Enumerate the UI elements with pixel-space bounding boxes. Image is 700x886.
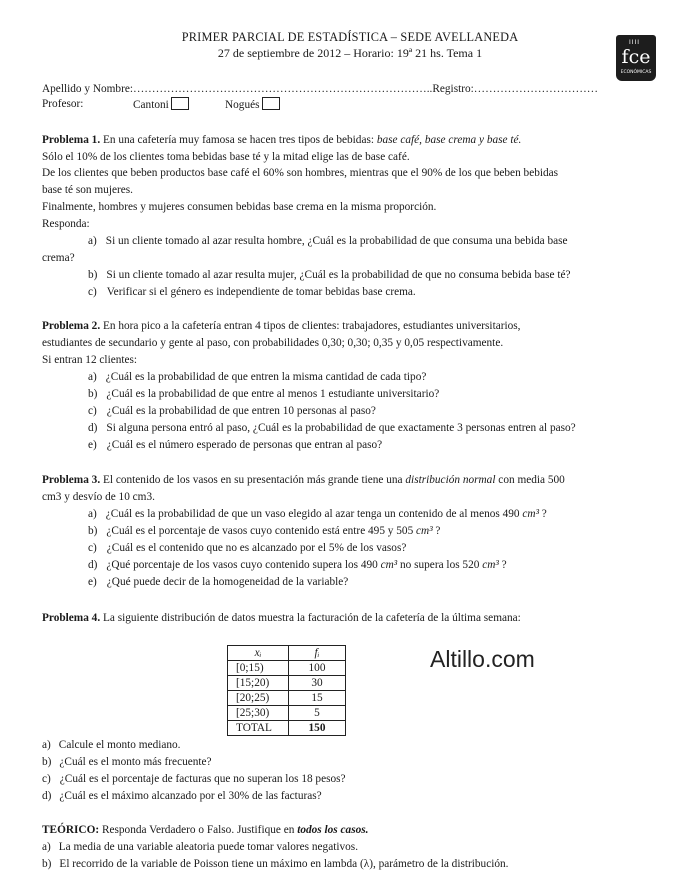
item-label: d) [42, 790, 52, 802]
item-text: Si alguna persona entró al paso, ¿Cuál es la probabilidad de que exactamente 3 personas entren al paso? [106, 422, 576, 434]
unit: cm³ [380, 559, 398, 571]
p3-item-c [88, 541, 406, 556]
p1-intro [42, 133, 521, 148]
p1-intro-italic: base café, base crema y base té. [376, 134, 522, 146]
cantoni-checkbox[interactable] [171, 97, 189, 110]
p2-item-c [88, 404, 376, 419]
p1-line2: Sólo el 10% de los clientes toma bebidas base té y la mitad elige las de base café. [42, 151, 410, 163]
p2-title: Problema 2. [42, 320, 101, 332]
p1-item-a-cont: crema? [42, 252, 75, 264]
p3-intro-italic: distribución normal [405, 474, 496, 486]
item-label: d) [88, 559, 98, 571]
cantoni-label: Cantoni [133, 99, 169, 111]
item-text: ¿Qué puede decir de la homogeneidad de la variable? [106, 576, 349, 588]
table-row [228, 691, 346, 706]
p2-item-a [88, 370, 426, 385]
p2-item-b [88, 387, 439, 402]
item-label: d) [88, 422, 98, 434]
table-row [228, 661, 346, 676]
logo-subtext: ECONÓMICAS [620, 70, 652, 75]
item-label: a) [88, 371, 97, 383]
item-end: ? [498, 559, 507, 571]
exam-subtitle: 27 de septiembre de 2012 – Horario: 19ª 21 hs. Tema 1 [217, 46, 483, 60]
exam-title: PRIMER PARCIAL DE ESTADÍSTICA – SEDE AVELLANEDA [181, 30, 519, 44]
table-header-row [228, 646, 346, 661]
item-text: ¿Cuál es el monto más frecuente? [59, 756, 212, 768]
table-cell-f: 30 [289, 676, 346, 691]
table-cell-f: 15 [289, 691, 346, 706]
table-cell-x: [15;20) [228, 676, 289, 691]
p2-line3: Si entran 12 clientes: [42, 354, 138, 366]
item-label: e) [88, 439, 97, 451]
p3-item-e [88, 575, 348, 590]
p3-item-d [88, 558, 507, 573]
p4-item-d [42, 789, 322, 804]
header-fi [289, 646, 346, 661]
p1-line4: base té son mujeres. [42, 184, 133, 196]
p4-item-b [42, 755, 212, 770]
item-label: c) [88, 405, 97, 417]
logo-text: fce [621, 46, 651, 68]
item-text: ¿Qué porcentaje de los vasos cuyo contenido supera los 490 [106, 559, 381, 571]
watermark: Altillo.com [430, 646, 535, 672]
p3-intro-text-end: con media 500 [495, 474, 565, 486]
table-total-row [228, 721, 346, 736]
unit: cm³ [522, 508, 539, 520]
p1-item-a [88, 234, 568, 249]
p1-line6: Responda: [42, 218, 90, 230]
table-cell-x: [20;25) [228, 691, 289, 706]
header-fi-text: fᵢ [314, 647, 320, 659]
header-xi [228, 646, 289, 661]
item-label: b) [42, 858, 52, 870]
professor-label: Profesor: [42, 98, 84, 110]
teorico-item-a [42, 840, 358, 855]
unit: cm³ [416, 525, 433, 537]
item-text: ¿Cuál es el máximo alcanzado por el 30% de las facturas? [59, 790, 322, 802]
p4-title: Problema 4. [42, 612, 101, 624]
p2-item-e [88, 438, 382, 453]
item-label: a) [42, 841, 51, 853]
p3-line2: cm3 y desvío de 10 cm3. [42, 491, 155, 503]
professor-option-cantoni [133, 97, 189, 113]
teorico-item-b [42, 857, 508, 872]
total-label: TOTAL [228, 721, 289, 736]
item-label: a) [42, 739, 51, 751]
item-text: ¿Cuál es el porcentaje de facturas que no superan los 18 pesos? [59, 773, 346, 785]
item-label: b) [88, 269, 98, 281]
item-label: a) [88, 235, 97, 247]
p1-item-c [88, 285, 416, 300]
p4-intro [42, 611, 521, 626]
p2-intro-text: En hora pico a la cafetería entran 4 tipos de clientes: trabajadores, estudiantes universitarios, [100, 320, 521, 332]
item-label: b) [88, 525, 98, 537]
item-label: e) [88, 576, 97, 588]
p3-item-a [88, 507, 547, 522]
teorico-title: TEÓRICO: [42, 824, 100, 836]
p1-line3: De los clientes que beben productos base café el 60% son hombres, mientras que el 90% de los que beben bebidas [42, 167, 559, 179]
p3-title: Problema 3. [42, 474, 101, 486]
p1-line5: Finalmente, hombres y mujeres consumen bebidas base crema en la misma proporción. [42, 201, 437, 213]
item-text: ¿Cuál es la probabilidad de que entren 10 personas al paso? [106, 405, 376, 417]
p3-intro [42, 473, 565, 488]
distribution-table [227, 645, 346, 736]
p4-item-c [42, 772, 346, 787]
professor-row [42, 97, 260, 112]
item-text: ¿Cuál es el contenido que no es alcanzado por el 5% de los vasos? [106, 542, 407, 554]
header-xi-text: xᵢ [254, 647, 262, 659]
item-text: Calcule el monto mediano. [58, 739, 181, 751]
item-text: Si un cliente tomado al azar resulta mujer, ¿Cuál es la probabilidad de que no consuma bebida base té? [106, 269, 571, 281]
item-end: ? [538, 508, 547, 520]
item-end: ? [432, 525, 441, 537]
table-cell-f: 100 [289, 661, 346, 676]
table-row [228, 706, 346, 721]
item-text: Verificar si el género es independiente de tomar bebidas base crema. [106, 286, 416, 298]
item-text: Si un cliente tomado al azar resulta hombre, ¿Cuál es la probabilidad de que consuma una bebida base [105, 235, 568, 247]
teorico-intro [42, 823, 368, 838]
unit: cm³ [482, 559, 499, 571]
item-text: El recorrido de la variable de Poisson tiene un máximo en lambda (λ), parámetro de la distribución. [59, 858, 509, 870]
item-text: ¿Cuál es el porcentaje de vasos cuyo contenido está entre 495 y 505 [106, 525, 417, 537]
p4-intro-text: La siguiente distribución de datos muestra la facturación de la cafetería de la última semana: [100, 612, 521, 624]
item-text: ¿Cuál es la probabilidad de que entre al menos 1 estudiante universitario? [106, 388, 440, 400]
teorico-intro-emph: todos los casos. [297, 824, 369, 836]
table-cell-x: [0;15) [228, 661, 289, 676]
item-label: b) [88, 388, 98, 400]
p3-item-b [88, 524, 440, 539]
fce-logo [616, 35, 656, 81]
item-label: c) [88, 286, 97, 298]
item-label: c) [88, 542, 97, 554]
item-label: a) [88, 508, 97, 520]
item-text-mid: no supera los 520 [397, 559, 483, 571]
name-registro-line: Apellido y Nombre:……………………………………………………………………..Registro:…………………………… [42, 83, 599, 95]
p1-title: Problema 1. [42, 134, 101, 146]
teorico-intro-text: Responda Verdadero o Falso. Justifique en [99, 824, 298, 836]
total-value: 150 [289, 721, 346, 736]
logo-columns: IIII [629, 39, 641, 46]
p3-intro-text: El contenido de los vasos en su presentación más grande tiene una [100, 474, 406, 486]
p1-item-b [88, 268, 571, 283]
p2-line2: estudiantes de secundario y gente al paso, con probabilidades 0,30; 0,30; 0,35 y 0,05 respectivamente. [42, 337, 504, 349]
p2-intro [42, 319, 521, 334]
p1-intro-text: En una cafetería muy famosa se hacen tres tipos de bebidas: [100, 134, 377, 146]
item-text: ¿Cuál es la probabilidad de que entren la misma cantidad de cada tipo? [105, 371, 427, 383]
nogues-label: Nogués [225, 99, 260, 111]
p4-item-a [42, 738, 181, 753]
item-text: ¿Cuál es el número esperado de personas que entran al paso? [106, 439, 383, 451]
item-text: La media de una variable aleatoria puede tomar valores negativos. [58, 841, 359, 853]
table-row [228, 676, 346, 691]
nogues-checkbox[interactable] [262, 97, 280, 110]
item-text: ¿Cuál es la probabilidad de que un vaso elegido al azar tenga un contenido de al menos 490 [105, 508, 523, 520]
table-cell-x: [25;30) [228, 706, 289, 721]
item-label: c) [42, 773, 51, 785]
item-label: b) [42, 756, 52, 768]
table-cell-f: 5 [289, 706, 346, 721]
professor-option-nogues [225, 97, 280, 113]
p2-item-d [88, 421, 576, 436]
